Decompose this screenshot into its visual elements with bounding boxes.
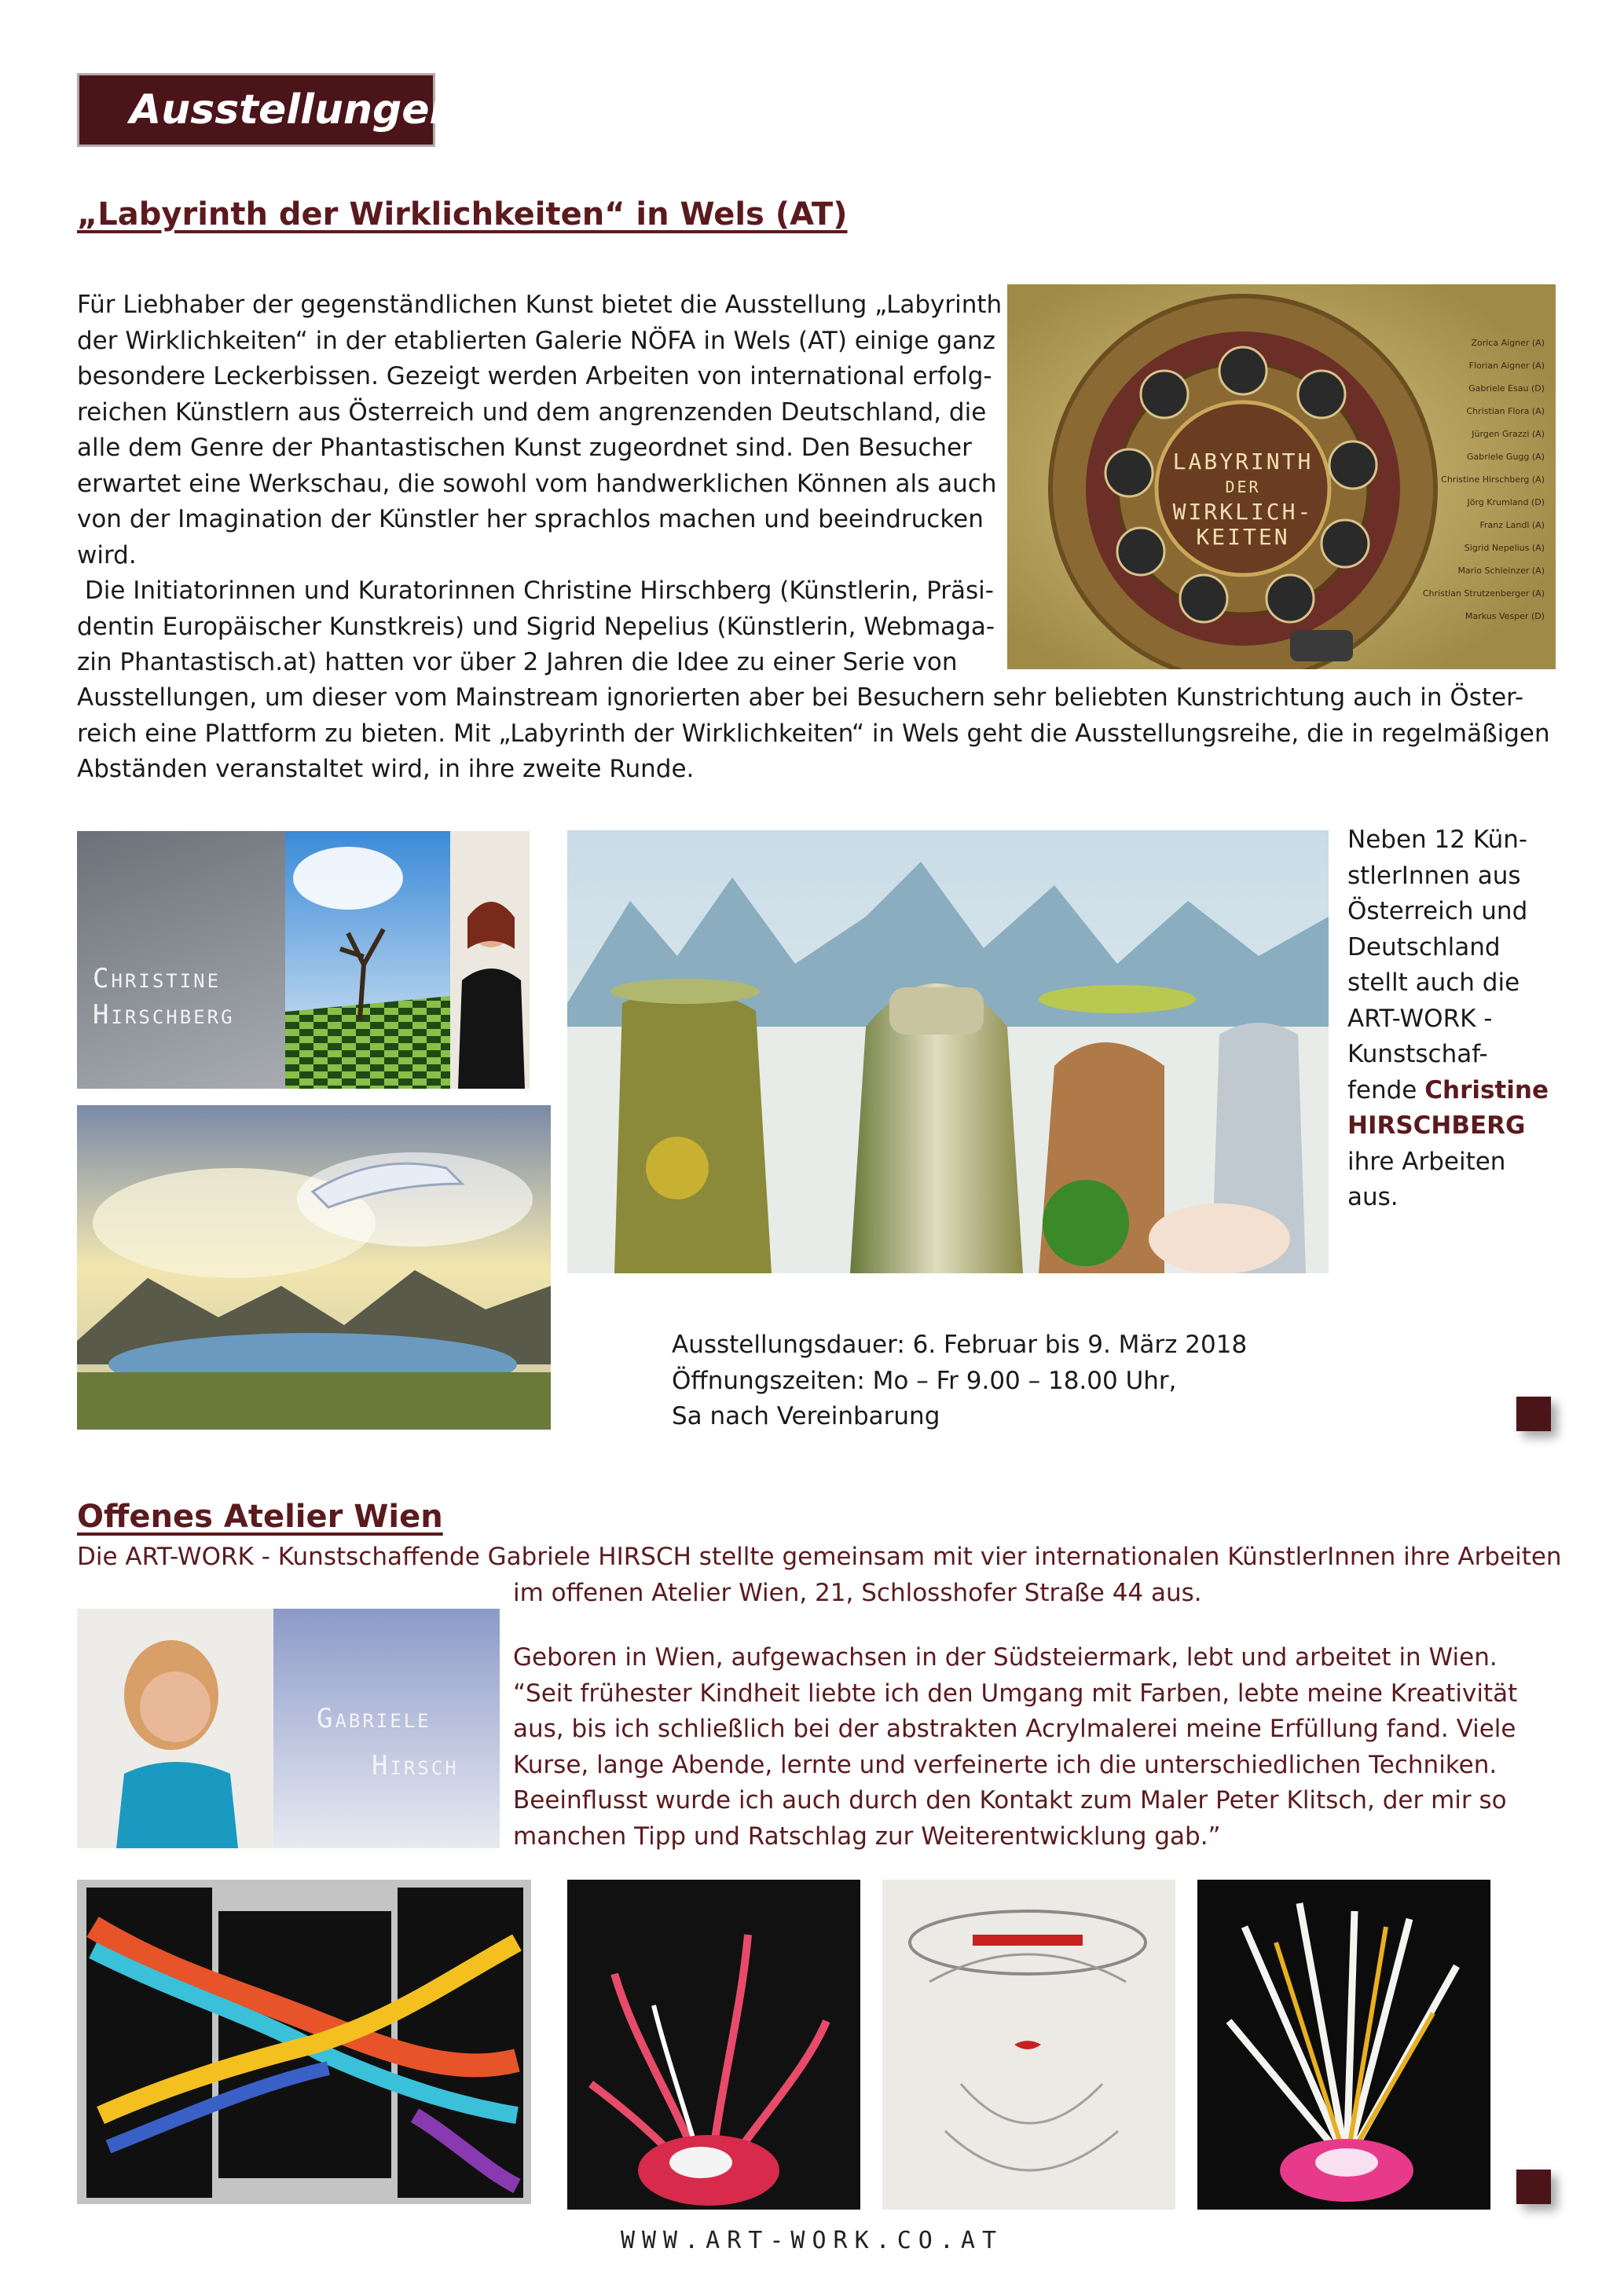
card-last-name: Hirschberg — [93, 999, 235, 1031]
bio-line: “Seit frühester Kindheit liebte ich den Umgang mit Farben, lebte meine Kreativität — [513, 1679, 1518, 1708]
card-last-name: Hirsch — [372, 1750, 459, 1782]
card-first-name: Christine — [93, 963, 222, 994]
tower-graphic — [567, 830, 1329, 1273]
article2-intro-1: Die ART-WORK - Kunstschaffende Gabriele HIRSCH stellte gemeinsam mit vier internationalen KünstlerInnen ihre Arbeiten — [77, 1543, 1562, 1571]
poster-artist: Christian Flora (A) — [1466, 406, 1545, 416]
article1-line: wird. — [77, 540, 137, 569]
article1-line: alle dem Genre der Phantastischen Kunst zugeordnet sind. Den Besucher — [77, 434, 972, 462]
side-text-line: Deutschland — [1347, 932, 1501, 961]
landscape-painting — [77, 1105, 551, 1430]
poster-title-line: LABYRINTH — [1172, 449, 1314, 474]
article1-line: besondere Leckerbissen. Gezeigt werden Arbeiten von international erfolg- — [77, 362, 992, 390]
bio-line: Beeinflusst wurde ich auch durch den Kontakt zum Maler Peter Klitsch, der mir so — [513, 1786, 1507, 1814]
splash-burst-graphic — [1197, 1880, 1490, 2210]
side-text-line: Kunstschaf- — [1347, 1040, 1488, 1068]
side-text-line: aus. — [1347, 1183, 1399, 1211]
poster-artist: Franz Landl (A) — [1479, 520, 1545, 530]
babel-tower-painting — [567, 830, 1329, 1273]
article2-bio — [513, 1640, 1574, 1855]
poster-artist: Christine Hirschberg (A) — [1441, 474, 1545, 485]
article1-line: reichen Künstlern aus Österreich und dem angrenzenden Deutschland, die — [77, 397, 987, 427]
article1-heading: „Labyrinth der Wirklichkeiten“ in Wels (AT) — [77, 196, 848, 233]
exhibition-dates — [672, 1327, 1379, 1435]
article1-line: dentin Europäischer Kunstkreis) und Sigrid Nepelius (Künstlerin, Webmaga- — [77, 612, 995, 641]
abstract-splash-burst — [1197, 1880, 1490, 2210]
bio-line: Kurse, lange Abende, lernte und verfeinerte ich die unterschiedlichen Techniken. — [513, 1750, 1498, 1779]
section-title: Ausstellungen — [130, 86, 459, 134]
side-text-name-last: HIRSCHBERG — [1347, 1111, 1526, 1140]
poster-artist: Mario Schleinzer (A) — [1457, 566, 1545, 576]
poster-artist: Sigrid Nepelius (A) — [1464, 543, 1545, 553]
end-marker-square — [1516, 2170, 1551, 2204]
article1-wide-line: Ausstellungen, um dieser vom Mainstream ignorierten aber bei Besuchern sehr beliebten Kunstrichtung auch in Öster- — [77, 683, 1524, 712]
side-text-line: ihre Arbeiten — [1347, 1147, 1506, 1176]
triptych-graphic — [77, 1880, 531, 2204]
end-marker-square — [1516, 1397, 1551, 1431]
poster-artist-list — [1423, 331, 1545, 628]
poster-artist: Markus Vesper (D) — [1465, 611, 1545, 621]
article1-line: zin Phantastisch.at) hatten vor über 2 Jahren die Idee zu einer Serie von — [77, 648, 958, 676]
poster-artist: Gabriele Gugg (A) — [1467, 452, 1545, 462]
side-text-line — [1347, 1108, 1583, 1144]
abstract-splash-red — [567, 1880, 860, 2210]
landscape-graphic — [77, 1105, 551, 1430]
side-text-line — [1347, 1073, 1583, 1109]
dates-line: Ausstellungsdauer: 6. Februar bis 9. März 2018 — [672, 1331, 1248, 1359]
side-text-line: ART-WORK - — [1347, 1004, 1493, 1033]
article1-line: erwartet eine Werkschau, die sowohl vom handwerklichen Können als auch — [77, 469, 997, 498]
splash-red-graphic — [567, 1880, 860, 2210]
poster-title — [1164, 449, 1322, 550]
side-text-line: stlerInnen aus — [1347, 861, 1521, 890]
article1-line: der Wirklichkeiten“ in der etablierten Galerie NÖFA in Wels (AT) einige ganz — [77, 326, 995, 355]
abstract-triptych — [77, 1880, 531, 2204]
bio-line: Geboren in Wien, aufgewachsen in der Südsteiermark, lebt und arbeitet in Wien. — [513, 1643, 1498, 1672]
card-first-name: Gabriele — [317, 1703, 431, 1734]
article1-line: Für Liebhaber der gegenständlichen Kunst bietet die Ausstellung „Labyrinth — [77, 291, 1003, 319]
card-name-panel — [77, 831, 285, 1089]
poster-artist: Jürgen Grazzi (A) — [1472, 429, 1545, 439]
section-banner — [77, 73, 459, 147]
article2-intro-2: im offenen Atelier Wien, 21, Schlosshofer Straße 44 aus. — [513, 1579, 1202, 1607]
poster-artist: Gabriele Esau (D) — [1468, 383, 1545, 394]
article1-wide-line: Abständen veranstaltet wird, in ihre zweite Runde. — [77, 755, 695, 783]
side-text — [1347, 822, 1583, 1216]
article1-wide-line: reich eine Plattform zu bieten. Mit „Labyrinth der Wirklichkeiten“ in Wels geht die Ausstellungsreihe, die in regelmäßigen — [77, 719, 1550, 748]
bio-line: aus, bis ich schließlich bei der abstrakten Acrylmalerei meine Erfüllung fand. Viele — [513, 1715, 1516, 1743]
dates-line: Öffnungszeiten: Mo – Fr 9.00 – 18.00 Uhr, — [672, 1366, 1177, 1395]
side-text-name-first: Christine — [1424, 1075, 1549, 1104]
poster-title-line: DER — [1225, 478, 1261, 496]
tree-painting-and-portrait — [285, 831, 530, 1089]
side-text-line: stellt auch die — [1347, 969, 1520, 997]
poster-artist: Florian Aigner (A) — [1468, 361, 1545, 371]
gabriele-hirsch-card — [77, 1609, 500, 1848]
side-text-prefix: fende — [1347, 1075, 1425, 1104]
side-text-line: Österreich und — [1347, 897, 1528, 925]
footer-url[interactable]: WWW.ART-WORK.CO.AT — [620, 2227, 1004, 2254]
exhibition-poster — [1007, 284, 1556, 669]
poster-artist: Christian Strutzenberger (A) — [1422, 588, 1545, 599]
bio-line: manchen Tipp und Ratschlag zur Weiterentwicklung gab.” — [513, 1822, 1221, 1851]
hat-woman-painting — [882, 1880, 1175, 2210]
article1-body-wide — [77, 680, 1570, 788]
christine-hirschberg-card — [77, 831, 530, 1089]
portrait-graphic — [77, 1609, 500, 1848]
article1-line: von der Imagination der Künstler her sprachlos machen und beeindrucken — [77, 505, 984, 533]
card-name — [93, 961, 235, 1033]
article2-heading: Offenes Atelier Wien — [77, 1499, 443, 1535]
article1-line: Die Initiatorinnen und Kuratorinnen Christine Hirschberg (Künstlerin, Präsi- — [77, 577, 994, 605]
side-text-line: Neben 12 Kün- — [1347, 826, 1528, 854]
article1-body — [77, 287, 1020, 681]
hat-woman-graphic — [882, 1880, 1175, 2210]
poster-artist: Jörg Krumland (D) — [1467, 497, 1545, 507]
poster-artist: Zorica Aigner (A) — [1471, 338, 1545, 348]
poster-title-line: WIRKLICH- — [1172, 499, 1314, 525]
dates-line: Sa nach Vereinbarung — [672, 1402, 940, 1430]
poster-title-line: KEITEN — [1196, 524, 1290, 550]
